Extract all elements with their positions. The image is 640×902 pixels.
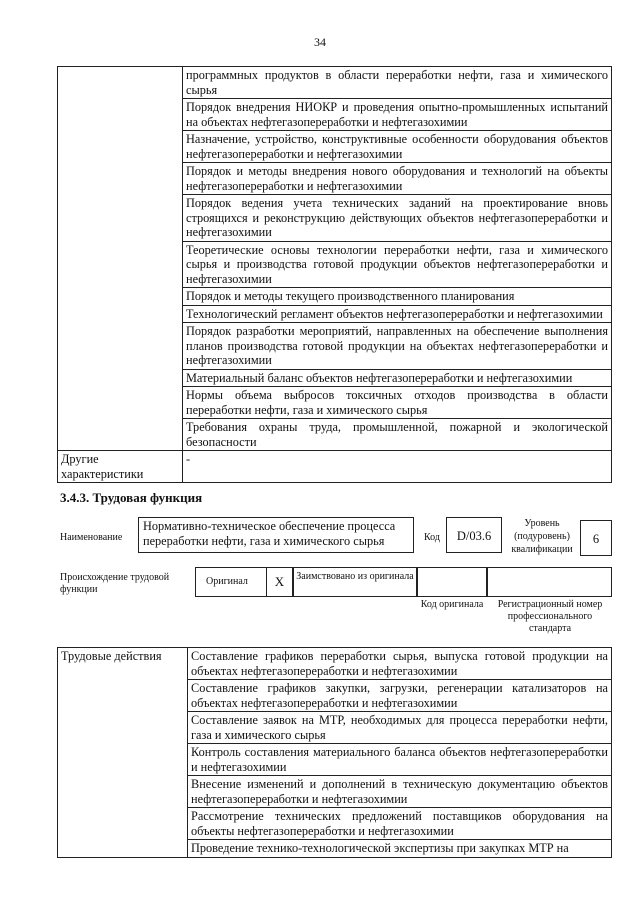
table-cell: Назначение, устройство, конструктивные особенности оборудования объектов нефтегазопереработки и нефтегазохимии <box>183 131 612 163</box>
original-label: Оригинал <box>206 576 248 587</box>
table-cell: Составление графиков закупки, загрузки, регенерации катализаторов на объектах нефтегазопереработки и нефтегазохимии <box>188 680 612 712</box>
table-row <box>58 451 612 483</box>
page-number: 34 <box>314 35 326 49</box>
reg-number-caption: Регистрационный номер профессионального стандарта <box>497 599 603 634</box>
table-cell: Порядок внедрения НИОКР и проведения опытно-промышленных испытаний на объектах нефтегазопереработки и нефтегазохимии <box>183 99 612 131</box>
code-field: D/03.6 <box>446 517 502 553</box>
table-cell: Теоретические основы технологии переработки нефти, газа и химического сырья и производства готовой продукции объектов нефтегазопереработки и нефтегазохимии <box>183 241 612 288</box>
table-cell: Внесение изменений и дополнений в техническую документацию объектов нефтегазопереработки и нефтегазохимии <box>188 776 612 808</box>
original-cell <box>195 567 267 597</box>
table-cell: Порядок ведения учета технических заданий на проектирование вновь строящихся и реконструкцию действующих объектов нефтегазопереработки и нефтегазохимии <box>183 195 612 242</box>
code-original-cell <box>417 567 487 597</box>
table-cell: Составление графиков переработки сырья, выпуска готовой продукции на объектах нефтегазопереработки и нефтегазохимии <box>188 648 612 680</box>
labor-actions-table <box>57 647 612 858</box>
labor-actions-label: Трудовые действия <box>58 648 188 858</box>
other-characteristics-label: Другие характеристики <box>58 451 183 483</box>
table-cell: Составление заявок на МТР, необходимых для процесса переработки нефти, газа и химического сырья <box>188 712 612 744</box>
table-cell: Порядок и методы внедрения нового оборудования и технологий на объекты нефтегазопереработки и нефтегазохимии <box>183 163 612 195</box>
table-cell: Контроль составления материального баланса объектов нефтегазопереработки и нефтегазохимии <box>188 744 612 776</box>
code-label: Код <box>424 532 440 543</box>
knowledge-table <box>57 66 612 483</box>
origin-label: Происхождение трудовой функции <box>60 572 170 595</box>
level-label: Уровень (подуровень) квалификации <box>511 518 573 555</box>
table-cell: программных продуктов в области переработки нефти, газа и химического сырья <box>183 67 612 99</box>
borrowed-cell: Заимствовано из оригинала <box>293 567 417 597</box>
table-cell: Порядок и методы текущего производственного планирования <box>183 288 612 306</box>
table-cell: Порядок разработки мероприятий, направленных на обеспечение выполнения планов производства готовой продукции на объектах нефтегазопереработки и нефтегазохимии <box>183 323 612 370</box>
table-cell: Проведение технико-технологической экспертизы при закупках МТР на <box>188 840 612 858</box>
code-original-caption: Код оригинала <box>420 599 484 610</box>
table-cell: Нормы объема выбросов токсичных отходов производства в области переработки нефти, газа и химического сырья <box>183 387 612 419</box>
section-heading: 3.4.3. Трудовая функция <box>60 490 203 505</box>
other-characteristics-value: - <box>183 451 612 483</box>
table-cell: Требования охраны труда, промышленной, пожарной и экологической безопасности <box>183 419 612 451</box>
function-name-field: Нормативно-техническое обеспечение процесса переработки нефти, газа и химического сырья <box>138 517 414 553</box>
original-mark: X <box>267 567 293 597</box>
table-cell: Материальный баланс объектов нефтегазопереработки и нефтегазохимии <box>183 369 612 387</box>
name-label: Наименование <box>60 532 123 543</box>
reg-number-cell <box>487 567 612 597</box>
table-cell: Технологический регламент объектов нефтегазопереработки и нефтегазохимии <box>183 305 612 323</box>
level-field: 6 <box>580 520 612 556</box>
row-label-empty <box>58 67 183 451</box>
table-row <box>58 648 612 680</box>
table-row <box>58 67 612 99</box>
table-cell: Рассмотрение технических предложений поставщиков оборудования на объекты нефтегазопереработки и нефтегазохимии <box>188 808 612 840</box>
